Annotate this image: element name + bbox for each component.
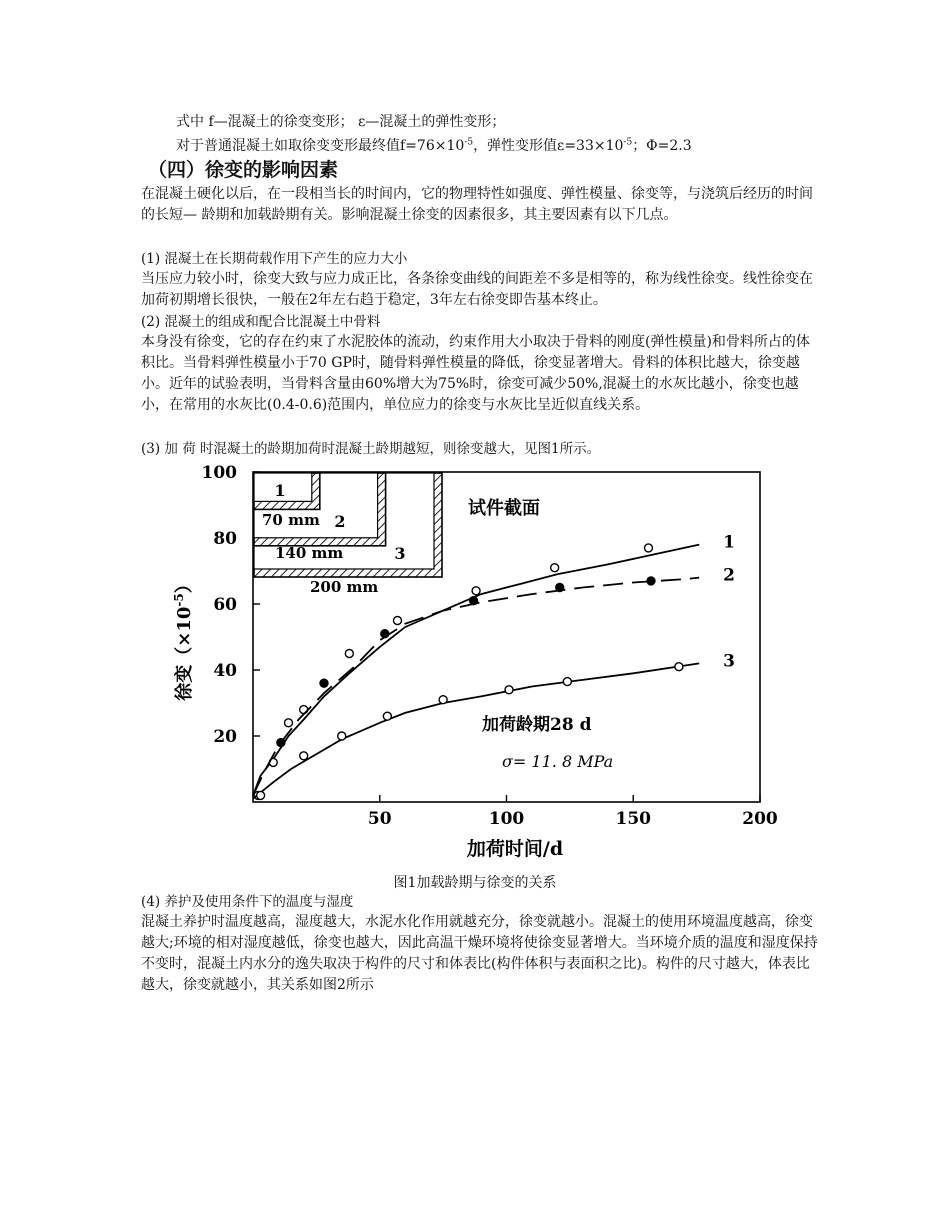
series-2-point [470,597,478,605]
section-heading: （四）徐变的影响因素 [148,159,339,181]
series-2-point [381,630,389,638]
intro-paragraph: 在混凝土硬化以后，在一段相当长的时间内，它的物理特性如强度、弹性模量、徐变等，与浇筑后经历的时间的长短— 龄期和加载龄期有关。影响混凝土徐变的因素很多，其主要因素有以下几点。 [141,186,813,223]
section-1-size: 70 mm [262,511,320,529]
series-1-label: 1 [723,532,736,553]
section-3-number: 3 [394,544,406,563]
specimen-section-inset [254,473,442,596]
series-3-point [563,678,571,686]
x-tick-label: 100 [488,809,525,829]
item-2-body: 本身没有徐变，它的存在约束了水泥胶体的流动，约束作用大小取决于骨料的刚度(弹性模量)和骨料所占的体积比。当骨料弹性模量小于70 GP时，随骨料弹性模量的降低，徐变显著增大。骨料的体积比越大，徐变越小。近年的试验表明，当骨料含量由60%增大为75%时，徐变可减少50%,混凝土的水灰比越小，徐变也越小，在常用的水灰比(0.4-0.6)范围内，单位应力的徐变与水灰比呈近似直线关系。 [141,334,810,413]
x-axis-label: 加荷时间/d [466,838,564,860]
item-3-title: (3) 加 荷 时混凝土的龄期加荷时混凝土龄期越短，则徐变越大，见图1所示。 [141,441,601,457]
series-3-point [439,696,447,704]
series-3-point [505,686,513,694]
y-axis-label-close: ） [174,575,195,594]
series-3-point [383,712,391,720]
series-1-point [345,650,353,658]
x-tick-label: 200 [742,809,778,829]
series-2-curve [253,578,699,796]
series-1-point [644,544,652,552]
series-1-point [472,587,480,595]
section-3-size: 200 mm [310,578,379,596]
item-1-title: (1) 混凝土在长期荷载作用下产生的应力大小 [141,251,408,267]
y-axis-label-exponent: -5 [172,593,186,607]
series-3-point [675,663,683,671]
ordinary-values-end: ；Φ=2.3 [632,138,692,154]
series-2-point [277,739,285,747]
series-1-point [393,617,401,625]
item-4-body: 混凝土养护时温度越高，湿度越大，水泥水化作用就越充分，徐变就越小。混凝土的使用环境温度越高，徐变越大;环境的相对湿度越低，徐变也越大，因此高温干燥环境将使徐变显著增大。当环境介质的温度和湿度保持不变时，混凝土内水分的逸失取决于构件的尺寸和体表比(构件体积与表面积之比)。构件的尺寸越大，体表比越大，徐变就越小，其关系如图2所示 [141,914,818,993]
series-3-label: 3 [723,651,736,672]
x-tick-label: 150 [615,809,651,829]
series-1-point [284,719,292,727]
exponent-1: -5 [464,137,474,148]
x-tick-label: 50 [367,809,392,829]
section-1-number: 1 [274,481,286,500]
series-2-point [647,577,655,585]
series-2-point [320,679,328,687]
y-axis-label-main: 徐变（×10 [174,606,195,701]
series-3-point [338,732,346,740]
item-2-title: (2) 混凝土的组成和配合比混凝土中骨料 [141,314,381,330]
series-2-point [556,584,564,592]
section-2-size: 140 mm [275,544,344,562]
y-tick-label: 60 [213,595,237,615]
series-1-point [551,564,559,572]
inset-title: 试件截面 [468,498,540,519]
series-2-label: 2 [723,565,736,586]
series-3-point [300,752,308,760]
y-tick-label: 20 [213,727,237,747]
exponent-2: -5 [623,137,633,148]
stress-annotation: σ= 11. 8 MPa [502,752,614,771]
formula-definition: 式中 f—混凝土的徐变变形； ε—混凝土的弹性变形； [176,114,506,130]
y-axis-label [172,575,195,700]
y-tick-label: 40 [213,661,237,681]
series-3-point [257,791,265,799]
ordinary-values-mid: ，弹性变形值ε=33×10 [473,138,624,154]
section-2-number: 2 [334,512,346,531]
y-tick-label: 100 [201,463,237,483]
ordinary-concrete-values [176,136,816,157]
creep-chart [150,460,790,875]
figure-caption: 图1加载龄期与徐变的关系 [393,875,557,891]
item-4-title: (4) 养护及使用条件下的温度与湿度 [141,894,354,910]
y-tick-label: 80 [213,529,237,549]
item-1-body: 当压应力较小时，徐变大致与应力成正比，各条徐变曲线的间距差不多是相等的，称为线性徐变。线性徐变在加荷初期增长很快，一般在2年左右趋于稳定，3年左右徐变即告基本终止。 [141,271,813,308]
ordinary-values-prefix: 对于普通混凝土如取徐变变形最终值f=76×10 [176,138,465,154]
loading-age-annotation: 加荷龄期28 d [482,715,592,735]
